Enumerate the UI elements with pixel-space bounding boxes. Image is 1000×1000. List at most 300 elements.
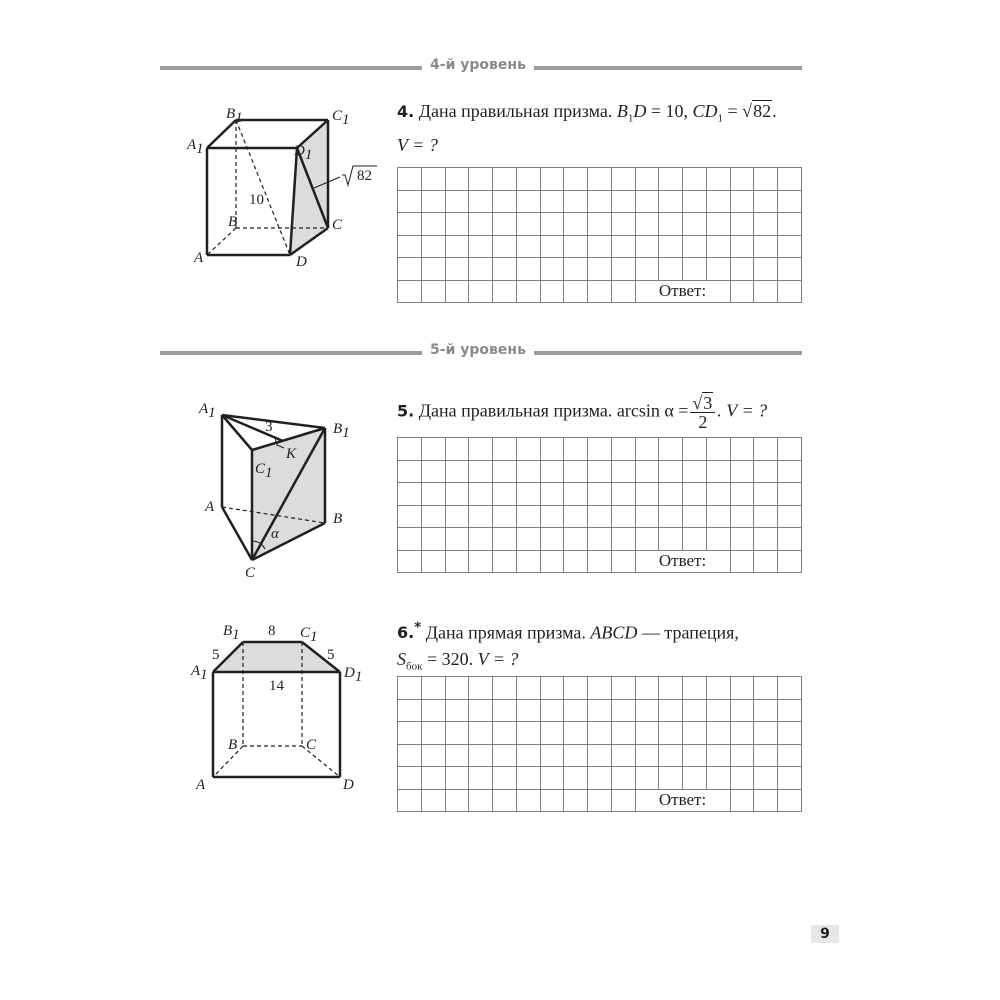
grid-cell[interactable] <box>588 767 612 790</box>
grid-cell[interactable] <box>564 767 588 790</box>
grid-cell[interactable] <box>398 505 422 528</box>
grid-cell[interactable] <box>493 460 517 483</box>
answer-cell[interactable] <box>778 280 802 303</box>
grid-cell[interactable] <box>588 699 612 722</box>
grid-cell[interactable] <box>730 505 754 528</box>
grid-cell[interactable] <box>706 258 730 281</box>
grid-cell[interactable] <box>754 258 778 281</box>
grid-cell[interactable] <box>754 744 778 767</box>
grid-cell[interactable] <box>754 213 778 236</box>
grid-cell[interactable] <box>730 767 754 790</box>
grid-cell[interactable] <box>635 483 659 506</box>
grid-cell[interactable] <box>588 722 612 745</box>
grid-cell[interactable] <box>683 505 707 528</box>
grid-cell[interactable] <box>445 505 469 528</box>
grid-cell[interactable] <box>778 722 802 745</box>
grid-cell[interactable] <box>611 699 635 722</box>
grid-cell[interactable] <box>445 789 469 812</box>
grid-cell[interactable] <box>564 550 588 573</box>
grid-cell[interactable] <box>445 767 469 790</box>
grid-cell[interactable] <box>398 190 422 213</box>
grid-cell[interactable] <box>540 438 564 461</box>
grid-cell[interactable] <box>706 744 730 767</box>
grid-cell[interactable] <box>421 528 445 551</box>
grid-cell[interactable] <box>540 505 564 528</box>
grid-cell[interactable] <box>683 213 707 236</box>
grid-cell[interactable] <box>611 789 635 812</box>
grid-cell[interactable] <box>754 677 778 700</box>
grid-cell[interactable] <box>540 699 564 722</box>
grid-cell[interactable] <box>683 744 707 767</box>
grid-cell[interactable] <box>469 699 493 722</box>
grid-cell[interactable] <box>564 235 588 258</box>
grid-cell[interactable] <box>421 168 445 191</box>
answer-cell[interactable] <box>754 789 778 812</box>
grid-cell[interactable] <box>659 722 683 745</box>
grid-cell[interactable] <box>730 258 754 281</box>
grid-cell[interactable] <box>469 744 493 767</box>
grid-cell[interactable] <box>706 460 730 483</box>
grid-cell[interactable] <box>398 699 422 722</box>
grid-cell[interactable] <box>706 699 730 722</box>
grid-cell[interactable] <box>540 722 564 745</box>
grid-cell[interactable] <box>635 767 659 790</box>
grid-cell[interactable] <box>469 505 493 528</box>
grid-cell[interactable] <box>659 190 683 213</box>
grid-cell[interactable] <box>730 744 754 767</box>
grid-cell[interactable] <box>778 235 802 258</box>
grid-cell[interactable] <box>398 550 422 573</box>
grid-cell[interactable] <box>421 438 445 461</box>
grid-cell[interactable] <box>611 190 635 213</box>
grid-cell[interactable] <box>706 722 730 745</box>
grid-cell[interactable] <box>778 767 802 790</box>
grid-cell[interactable] <box>421 483 445 506</box>
grid-cell[interactable] <box>659 767 683 790</box>
grid-cell[interactable] <box>493 699 517 722</box>
given-cd1: $CD_1 = √82$. <box>693 101 777 121</box>
grid-cell[interactable] <box>730 235 754 258</box>
grid-cell[interactable] <box>659 483 683 506</box>
grid-cell[interactable] <box>778 190 802 213</box>
grid-cell[interactable] <box>635 258 659 281</box>
grid-cell[interactable] <box>588 744 612 767</box>
grid-cell[interactable] <box>659 699 683 722</box>
grid-cell[interactable] <box>778 213 802 236</box>
grid-cell[interactable] <box>683 767 707 790</box>
grid-cell[interactable] <box>398 744 422 767</box>
grid-cell[interactable] <box>516 460 540 483</box>
grid-cell[interactable] <box>611 235 635 258</box>
grid-cell[interactable] <box>635 438 659 461</box>
grid-cell[interactable] <box>730 528 754 551</box>
grid-cell[interactable] <box>611 483 635 506</box>
grid-cell[interactable] <box>398 280 422 303</box>
grid-cell[interactable] <box>706 235 730 258</box>
grid-cell[interactable] <box>683 235 707 258</box>
grid-cell[interactable] <box>730 460 754 483</box>
grid-cell[interactable] <box>469 438 493 461</box>
grid-cell[interactable] <box>683 438 707 461</box>
grid-cell[interactable] <box>469 190 493 213</box>
grid-cell[interactable] <box>398 213 422 236</box>
grid-cell[interactable] <box>516 280 540 303</box>
grid-cell[interactable] <box>421 722 445 745</box>
grid-cell[interactable] <box>778 744 802 767</box>
grid-cell[interactable] <box>540 550 564 573</box>
grid-cell[interactable] <box>588 190 612 213</box>
grid-cell[interactable] <box>683 528 707 551</box>
grid-cell[interactable] <box>469 722 493 745</box>
grid-cell[interactable] <box>754 438 778 461</box>
grid-cell[interactable] <box>469 789 493 812</box>
grid-cell[interactable] <box>398 789 422 812</box>
grid-cell[interactable] <box>398 677 422 700</box>
grid-cell[interactable] <box>469 528 493 551</box>
grid-cell[interactable] <box>540 528 564 551</box>
grid-cell[interactable] <box>659 235 683 258</box>
grid-cell[interactable] <box>564 438 588 461</box>
grid-cell[interactable] <box>564 168 588 191</box>
grid-cell[interactable] <box>493 767 517 790</box>
grid-cell[interactable] <box>398 235 422 258</box>
grid-cell[interactable] <box>754 505 778 528</box>
grid-cell[interactable] <box>611 438 635 461</box>
grid-cell[interactable] <box>754 235 778 258</box>
grid-cell[interactable] <box>564 528 588 551</box>
grid-cell[interactable] <box>493 677 517 700</box>
grid-cell[interactable] <box>659 528 683 551</box>
grid-cell[interactable] <box>516 677 540 700</box>
grid-cell[interactable] <box>445 213 469 236</box>
grid-cell[interactable] <box>445 699 469 722</box>
grid-cell[interactable] <box>516 168 540 191</box>
grid-cell[interactable] <box>516 483 540 506</box>
grid-cell[interactable] <box>778 699 802 722</box>
grid-cell[interactable] <box>588 677 612 700</box>
grid-cell[interactable] <box>778 168 802 191</box>
grid-cell[interactable] <box>493 528 517 551</box>
grid-cell[interactable] <box>730 722 754 745</box>
grid-cell[interactable] <box>564 483 588 506</box>
grid-cell[interactable] <box>516 767 540 790</box>
grid-cell[interactable] <box>730 677 754 700</box>
grid-cell[interactable] <box>445 550 469 573</box>
grid-cell[interactable] <box>564 699 588 722</box>
grid-cell[interactable] <box>421 550 445 573</box>
grid-cell[interactable] <box>564 722 588 745</box>
grid-cell[interactable] <box>398 460 422 483</box>
prism-figure-4 <box>180 100 380 275</box>
grid-cell[interactable] <box>493 744 517 767</box>
grid-cell[interactable] <box>588 280 612 303</box>
grid-cell[interactable] <box>493 190 517 213</box>
grid-cell[interactable] <box>611 550 635 573</box>
grid-cell[interactable] <box>421 213 445 236</box>
grid-cell[interactable] <box>588 235 612 258</box>
grid-cell[interactable] <box>540 168 564 191</box>
grid-cell[interactable] <box>730 699 754 722</box>
grid-cell[interactable] <box>540 460 564 483</box>
grid-cell[interactable] <box>778 677 802 700</box>
grid-cell[interactable] <box>588 483 612 506</box>
answer-cell[interactable] <box>754 550 778 573</box>
grid-cell[interactable] <box>516 722 540 745</box>
grid-cell[interactable] <box>564 460 588 483</box>
grid-cell[interactable] <box>421 699 445 722</box>
grid-cell[interactable] <box>778 483 802 506</box>
grid-cell[interactable] <box>493 789 517 812</box>
grid-cell[interactable] <box>778 505 802 528</box>
grid-cell[interactable] <box>445 744 469 767</box>
grid-cell[interactable] <box>564 744 588 767</box>
grid-cell[interactable] <box>635 677 659 700</box>
grid-cell[interactable] <box>659 258 683 281</box>
grid-cell[interactable] <box>564 505 588 528</box>
grid-cell[interactable] <box>730 190 754 213</box>
grid-cell[interactable] <box>683 190 707 213</box>
grid-cell[interactable] <box>564 258 588 281</box>
grid-cell[interactable] <box>730 438 754 461</box>
grid-cell[interactable] <box>445 460 469 483</box>
grid-cell[interactable] <box>564 213 588 236</box>
grid-cell[interactable] <box>611 168 635 191</box>
grid-cell[interactable] <box>421 258 445 281</box>
grid-cell[interactable] <box>754 190 778 213</box>
grid-cell[interactable] <box>540 767 564 790</box>
grid-cell[interactable] <box>659 213 683 236</box>
grid-cell[interactable] <box>706 483 730 506</box>
grid-cell[interactable] <box>564 280 588 303</box>
grid-cell[interactable] <box>683 722 707 745</box>
grid-cell[interactable] <box>493 213 517 236</box>
grid-cell[interactable] <box>445 280 469 303</box>
grid-cell[interactable] <box>754 528 778 551</box>
grid-cell[interactable] <box>445 528 469 551</box>
grid-cell[interactable] <box>778 528 802 551</box>
grid-cell[interactable] <box>493 258 517 281</box>
grid-cell[interactable] <box>516 213 540 236</box>
grid-cell[interactable] <box>588 213 612 236</box>
grid-cell[interactable] <box>445 438 469 461</box>
grid-cell[interactable] <box>706 505 730 528</box>
grid-cell[interactable] <box>778 258 802 281</box>
grid-cell[interactable] <box>635 699 659 722</box>
grid-cell[interactable] <box>635 722 659 745</box>
label-root-82: 82 <box>357 168 372 184</box>
grid-cell[interactable] <box>398 528 422 551</box>
task-statement: Дана правильная призма. <box>418 101 613 121</box>
grid-cell[interactable] <box>516 258 540 281</box>
grid-cell[interactable] <box>493 483 517 506</box>
grid-cell[interactable] <box>445 483 469 506</box>
grid-cell[interactable] <box>611 744 635 767</box>
grid-cell[interactable] <box>683 168 707 191</box>
grid-cell[interactable] <box>469 767 493 790</box>
grid-cell[interactable] <box>398 767 422 790</box>
grid-cell[interactable] <box>588 168 612 191</box>
grid-cell[interactable] <box>635 190 659 213</box>
grid-cell[interactable] <box>445 258 469 281</box>
grid-cell[interactable] <box>493 550 517 573</box>
grid-cell[interactable] <box>469 483 493 506</box>
grid-cell[interactable] <box>754 767 778 790</box>
grid-cell[interactable] <box>635 460 659 483</box>
grid-cell[interactable] <box>516 438 540 461</box>
grid-cell[interactable] <box>493 438 517 461</box>
grid-cell[interactable] <box>754 722 778 745</box>
grid-cell[interactable] <box>706 168 730 191</box>
grid-cell[interactable] <box>493 235 517 258</box>
answer-cell[interactable] <box>730 280 754 303</box>
grid-cell[interactable] <box>469 677 493 700</box>
grid-cell[interactable] <box>516 505 540 528</box>
grid-cell[interactable] <box>754 168 778 191</box>
grid-cell[interactable] <box>659 460 683 483</box>
grid-cell[interactable] <box>516 789 540 812</box>
grid-cell[interactable] <box>706 213 730 236</box>
grid-cell[interactable] <box>469 235 493 258</box>
grid-cell[interactable] <box>683 677 707 700</box>
grid-cell[interactable] <box>469 213 493 236</box>
grid-cell[interactable] <box>659 744 683 767</box>
grid-cell[interactable] <box>611 767 635 790</box>
grid-cell[interactable] <box>683 460 707 483</box>
grid-cell[interactable] <box>730 483 754 506</box>
grid-cell[interactable] <box>683 483 707 506</box>
grid-cell[interactable] <box>493 722 517 745</box>
grid-cell[interactable] <box>493 280 517 303</box>
grid-cell[interactable] <box>493 505 517 528</box>
grid-cell[interactable] <box>564 677 588 700</box>
grid-cell[interactable] <box>611 460 635 483</box>
grid-cell[interactable] <box>540 483 564 506</box>
grid-cell[interactable] <box>421 744 445 767</box>
grid-cell[interactable] <box>421 767 445 790</box>
grid-cell[interactable] <box>398 483 422 506</box>
grid-cell[interactable] <box>706 528 730 551</box>
grid-cell[interactable] <box>421 460 445 483</box>
grid-cell[interactable] <box>635 528 659 551</box>
grid-cell[interactable] <box>421 677 445 700</box>
answer-cell[interactable] <box>778 789 802 812</box>
grid-cell[interactable] <box>754 483 778 506</box>
grid-cell[interactable] <box>493 168 517 191</box>
grid-cell[interactable] <box>611 213 635 236</box>
grid-cell[interactable] <box>445 168 469 191</box>
grid-cell[interactable] <box>445 190 469 213</box>
grid-cell[interactable] <box>564 190 588 213</box>
grid-cell[interactable] <box>706 677 730 700</box>
grid-cell[interactable] <box>540 258 564 281</box>
answer-cell[interactable] <box>778 550 802 573</box>
grid-cell[interactable] <box>588 528 612 551</box>
grid-cell[interactable] <box>635 213 659 236</box>
grid-cell[interactable] <box>611 722 635 745</box>
grid-cell[interactable] <box>588 460 612 483</box>
grid-cell[interactable] <box>635 744 659 767</box>
grid-cell[interactable] <box>635 505 659 528</box>
answer-cell[interactable] <box>730 789 754 812</box>
grid-cell[interactable] <box>516 550 540 573</box>
grid-cell[interactable] <box>611 280 635 303</box>
grid-cell[interactable] <box>635 168 659 191</box>
grid-cell[interactable] <box>540 190 564 213</box>
grid-cell[interactable] <box>445 722 469 745</box>
grid-cell[interactable] <box>469 550 493 573</box>
grid-cell[interactable] <box>659 438 683 461</box>
grid-cell[interactable] <box>445 235 469 258</box>
grid-cell[interactable] <box>516 528 540 551</box>
label-mid-14: 14 <box>269 678 284 694</box>
grid-cell[interactable] <box>659 677 683 700</box>
grid-cell[interactable] <box>683 699 707 722</box>
grid-cell[interactable] <box>421 235 445 258</box>
grid-cell[interactable] <box>730 168 754 191</box>
grid-cell[interactable] <box>659 168 683 191</box>
grid-cell[interactable] <box>588 789 612 812</box>
grid-cell[interactable] <box>540 280 564 303</box>
grid-cell[interactable] <box>469 258 493 281</box>
grid-cell[interactable] <box>540 235 564 258</box>
grid-cell[interactable] <box>469 460 493 483</box>
grid-cell[interactable] <box>421 190 445 213</box>
sqrt-symbol: √82 <box>742 101 772 121</box>
grid-cell[interactable] <box>540 213 564 236</box>
grid-cell[interactable] <box>754 699 778 722</box>
grid-cell[interactable] <box>540 789 564 812</box>
grid-cell[interactable] <box>588 505 612 528</box>
grid-cell[interactable] <box>469 280 493 303</box>
grid-cell[interactable] <box>706 438 730 461</box>
grid-cell[interactable] <box>588 258 612 281</box>
grid-cell[interactable] <box>540 677 564 700</box>
grid-cell[interactable] <box>398 722 422 745</box>
grid-cell[interactable] <box>706 190 730 213</box>
grid-cell[interactable] <box>611 677 635 700</box>
grid-cell[interactable] <box>706 767 730 790</box>
grid-cell[interactable] <box>398 168 422 191</box>
answer-cell[interactable] <box>730 550 754 573</box>
grid-cell[interactable] <box>611 528 635 551</box>
grid-cell[interactable] <box>421 280 445 303</box>
grid-cell[interactable] <box>516 190 540 213</box>
grid-cell[interactable] <box>730 213 754 236</box>
grid-cell[interactable] <box>683 258 707 281</box>
grid-cell[interactable] <box>516 235 540 258</box>
grid-cell[interactable] <box>778 460 802 483</box>
grid-cell[interactable] <box>754 460 778 483</box>
grid-cell[interactable] <box>421 505 445 528</box>
grid-cell[interactable] <box>516 699 540 722</box>
grid-cell[interactable] <box>445 677 469 700</box>
answer-cell[interactable] <box>754 280 778 303</box>
grid-cell[interactable] <box>540 744 564 767</box>
grid-cell[interactable] <box>635 235 659 258</box>
grid-cell[interactable] <box>611 505 635 528</box>
grid-cell[interactable] <box>398 438 422 461</box>
grid-cell[interactable] <box>611 258 635 281</box>
grid-cell[interactable] <box>778 438 802 461</box>
grid-cell[interactable] <box>421 789 445 812</box>
grid-cell[interactable] <box>564 789 588 812</box>
grid-cell[interactable] <box>516 744 540 767</box>
grid-cell[interactable] <box>588 438 612 461</box>
grid-cell[interactable] <box>398 258 422 281</box>
grid-cell[interactable] <box>469 168 493 191</box>
grid-cell[interactable] <box>659 505 683 528</box>
grid-cell[interactable] <box>588 550 612 573</box>
